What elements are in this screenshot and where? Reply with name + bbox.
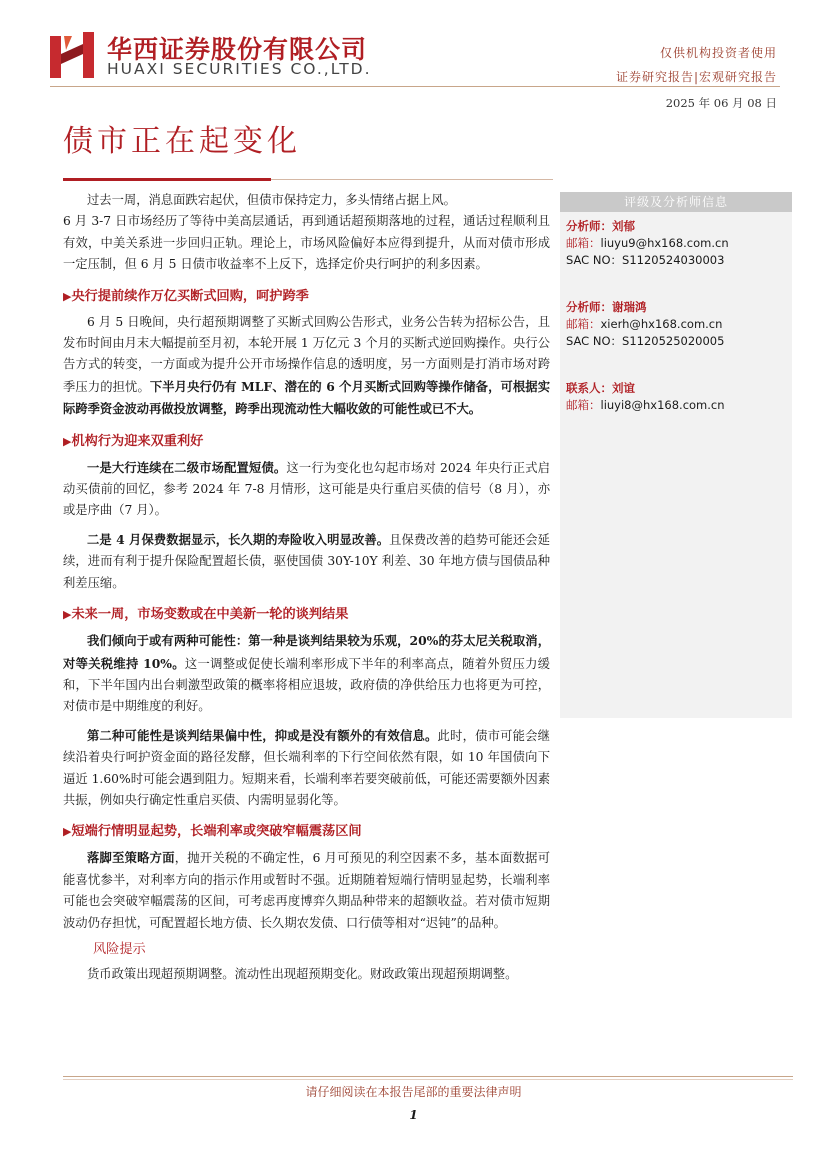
report-date: 2025 年 06 月 08 日 <box>665 96 777 110</box>
triangle-bullet-icon: ▶ <box>63 434 72 448</box>
contact-email-row: 邮箱：liuyi8@hx168.com.cn <box>566 398 725 412</box>
page-number: 1 <box>409 1108 418 1122</box>
title-underline-thin <box>271 179 553 180</box>
section-4-paragraph: 落脚至策略方面，抛开关税的不确定性，6 月可预见的利空因素不多，基本面数据可能喜忧参半，对利率方向的指示作用或暂时不强。近期随着短端行情明显起势，长端利率可能也会突破窄幅震荡的区间，可考虑再度博弈久期品种带来的超额收益。若对债市短期波动仍存担忧，可配置超长地方债、长久期农发债、口行债等相对“迟钝”的品种。 <box>63 850 550 930</box>
report-type: 证券研究报告|宏观研究报告 <box>615 70 777 84</box>
huaxi-logo-icon <box>50 32 94 78</box>
legal-disclaimer: 请仔细阅读在本报告尾部的重要法律声明 <box>305 1085 522 1099</box>
triangle-bullet-icon: ▶ <box>63 608 72 622</box>
risk-heading: 风险提示 <box>93 941 146 957</box>
triangle-bullet-icon: ▶ <box>63 825 72 839</box>
triangle-bullet-icon: ▶ <box>63 289 72 303</box>
section-1-paragraph: 6 月 5 日晚间，央行超预期调整了买断式回购公告形式，业务公告转为招标公告，且发布时间由月末大幅提前至月初，本轮开展 1 万亿元 3 个月的买断式逆回购操作。央行公告方式的转变，一方面或为提升公开市场操作信息的透明度，另一方面则是打消市场对跨季压力的担忧。下半月央行仍有 MLF、潜在的 6 个月买断式回购等操作储备，可根据实际跨季资金波动再做投放调整，跨季出现流动性大幅收敛的可能性或已不大。 <box>63 314 550 417</box>
analyst-2-email-row: 邮箱：xierh@hx168.com.cn <box>566 317 723 331</box>
footer-divider <box>63 1076 793 1077</box>
analyst-2-email[interactable]: xierh@hx168.com.cn <box>600 317 723 331</box>
header-divider <box>50 86 780 87</box>
main-content <box>63 190 550 986</box>
analyst-2-name: 分析师：谢瑞鸿 <box>566 300 647 314</box>
sidebar-header: 评级及分析师信息 <box>560 192 792 212</box>
analyst-1-sac: SAC NO：S1120524030003 <box>566 253 725 267</box>
company-name-cn: 华西证券股份有限公司 <box>107 35 368 64</box>
contact-name: 联系人：刘谊 <box>566 381 635 395</box>
section-2-paragraph-1: 一是大行连续在二级市场配置短债。这一行为变化也勾起市场对 2024 年央行正式启动买债前的回忆，参考 2024 年 7-8 月情形，这可能是央行重启买债的信号（8 月），亦或是序曲（7 月）。 <box>63 459 550 518</box>
section-heading-3: ▶未来一周，市场变数或在中美新一轮的谈判结果 <box>63 607 349 623</box>
intro-paragraph-1: 过去一周，消息面跌宕起伏，但债市保持定力，多头情绪占据上风。 <box>87 193 456 207</box>
analyst-1-email[interactable]: liuyu9@hx168.com.cn <box>600 236 729 250</box>
analyst-1-email-row: 邮箱：liuyu9@hx168.com.cn <box>566 236 729 250</box>
section-heading-2: ▶机构行为迎来双重利好 <box>63 433 204 449</box>
contact-email[interactable]: liuyi8@hx168.com.cn <box>600 398 725 412</box>
page-title: 债市正在起变化 <box>63 124 301 159</box>
section-3-paragraph-1: 我们倾向于或有两种可能性：第一种是谈判结果较为乐观，20%的芬太尼关税取消，对等关税维持 10%。这一调整或促使长端利率形成下半年的利率高点，随着外贸压力缓和，下半年国内出台刺激型政策的概率将相应退坡，政府债的净供给压力也将更为可控，对债市是中期维度的利好。 <box>63 633 550 714</box>
title-underline <box>63 178 271 181</box>
company-name-en: HUAXI SECURITIES CO.,LTD. <box>107 60 372 78</box>
analyst-1-name: 分析师：刘郁 <box>566 219 635 233</box>
analyst-2-sac: SAC NO：S1120525020005 <box>566 334 725 348</box>
analyst-sidebar <box>560 192 792 718</box>
section-3-paragraph-2: 第二种可能性是谈判结果偏中性，抑或是没有额外的有效信息。此时，债市可能会继续沿着央行呵护资金面的路径发酵，但长端利率的下行空间依然有限，如 10 年国债向下逼近 1.60%时可能会遇到阻力。短期来看，长端利率若要突破前低，可能还需要额外因素共振，例如央行确定性重启买债、内需明显弱化等。 <box>63 727 550 807</box>
section-heading-1: ▶央行提前续作万亿买断式回购，呵护跨季 <box>63 288 309 304</box>
section-heading-4: ▶短端行情明显起势，长端利率或突破窄幅震荡区间 <box>63 824 362 840</box>
risk-paragraph: 货币政策出现超预期调整。流动性出现超预期变化。财政政策出现超预期调整。 <box>87 967 518 982</box>
intro-paragraph-2: 6 月 3-7 日市场经历了等待中美高层通话，再到通话超预期落地的过程，通话过程顺利且有效，中美关系进一步回归正轨。理论上，市场风险偏好本应得到提升，从而对债市形成一定压制，但 6 月 5 日债市收益率不上反下，选择定价央行呵护的利多因素。 <box>63 214 550 272</box>
footer-divider-thin <box>63 1079 793 1080</box>
section-2-paragraph-2: 二是 4 月保费数据显示，长久期的寿险收入明显改善。且保费改善的趋势可能还会延续，进而有利于提升保险配置超长债，驱使国债 30Y-10Y 利差、30 年地方债与国债品种利差压缩。 <box>63 531 550 590</box>
audience-note: 仅供机构投资者使用 <box>659 46 777 60</box>
